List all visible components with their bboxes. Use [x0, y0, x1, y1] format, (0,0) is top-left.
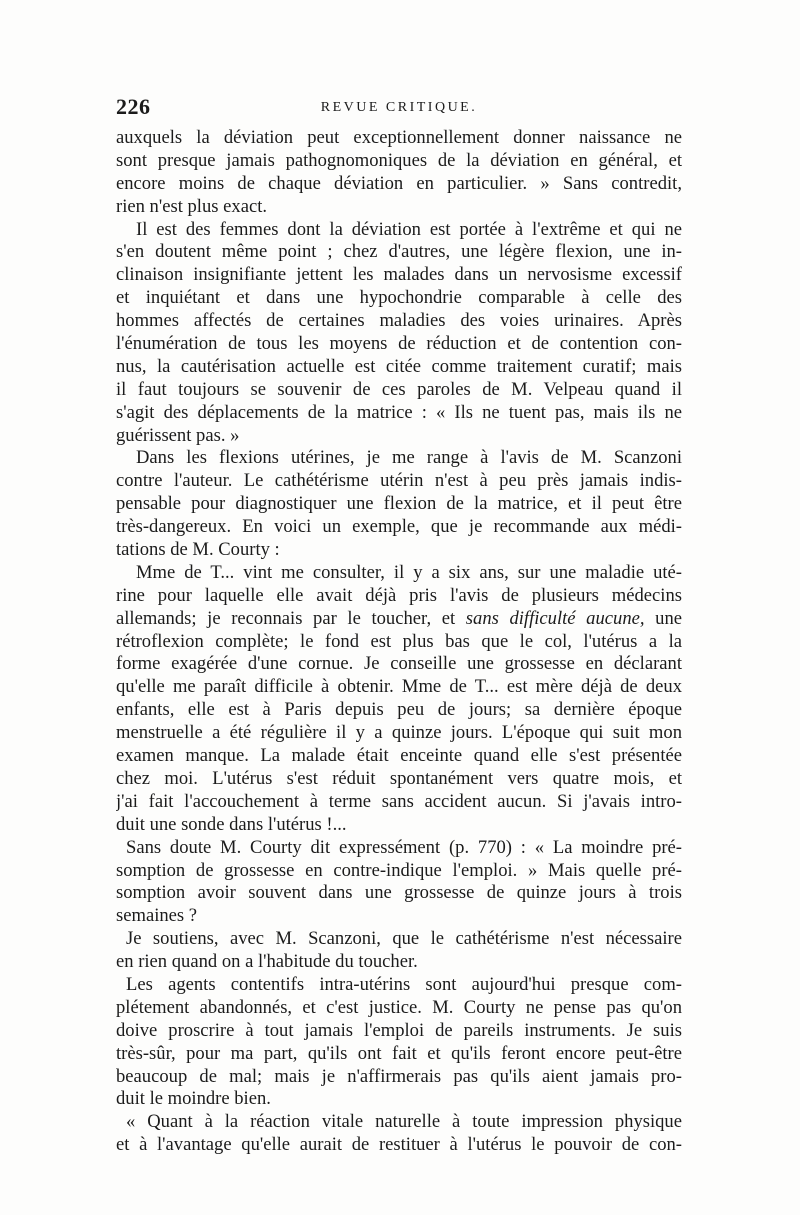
text-line: contre l'auteur. Le cathétérisme utérin n'est à peu près jamais indis-	[116, 470, 682, 492]
body-text	[116, 127, 682, 1157]
text-line: « Quant à la réaction vitale naturelle à toute impression physique	[126, 1111, 682, 1133]
text-line: guérissent pas. »	[116, 424, 240, 446]
text-line: auxquels la déviation peut exceptionnellement donner naissance ne	[116, 127, 682, 148]
text-line: Je soutiens, avec M. Scanzoni, que le cathétérisme n'est nécessaire	[126, 928, 682, 950]
text-line: enfants, elle est à Paris depuis peu de jours; sa dernière époque	[116, 699, 682, 721]
text-line: hommes affectés de certaines maladies des voies urinaires. Après	[116, 310, 682, 332]
text-line: nus, la cautérisation actuelle est citée comme traitement curatif; mais	[116, 355, 682, 377]
text-line: doive proscrire à tout jamais l'emploi de pareils instruments. Je suis	[116, 1019, 682, 1041]
text-segment: une	[644, 607, 682, 629]
text-line: rien n'est plus exact.	[116, 195, 268, 217]
text-line: menstruelle a été régulière il y a quinze jours. L'époque qui suit mon	[116, 722, 682, 744]
text-line: l'énumération de tous les moyens de réduction et de contention con-	[116, 333, 682, 355]
text-line: pensable pour diagnostiquer une flexion de la matrice, et il peut être	[116, 493, 682, 515]
text-line: forme exagérée d'une cornue. Je conseille une grossesse en déclarant	[116, 653, 682, 675]
text-line: Mme de T... vint me consulter, il y a six ans, sur une maladie uté-	[136, 561, 682, 583]
text-line: en rien quand on a l'habitude du toucher.	[116, 951, 418, 973]
text-line: Il est des femmes dont la déviation est portée à l'extrême et qui ne	[136, 218, 682, 240]
text-line: examen manque. La malade était enceinte quand elle s'est présentée	[116, 745, 682, 767]
text-line: sont presque jamais pathognomoniques de la déviation en général, et	[116, 149, 682, 171]
text-line: chez moi. L'utérus s'est réduit spontanément vers quatre mois, et	[116, 767, 682, 789]
text-line: rine pour laquelle elle avait déjà pris l'avis de plusieurs médecins	[116, 584, 682, 606]
text-line: qu'elle me paraît difficile à obtenir. Mme de T... est mère déjà de deux	[116, 676, 682, 698]
text-line: Les agents contentifs intra-utérins sont aujourd'hui presque com-	[126, 973, 682, 995]
text-line: rétroflexion complète; le fond est plus bas que le col, l'utérus a la	[116, 630, 682, 652]
text-line: semaines ?	[116, 905, 198, 927]
text-line: encore moins de chaque déviation en particulier. » Sans contredit,	[116, 172, 682, 194]
text-line: Dans les flexions utérines, je me range à l'avis de M. Scanzoni	[136, 447, 682, 469]
text-line: duit le moindre bien.	[116, 1088, 271, 1110]
italic-segment: sans difficulté aucune,	[465, 607, 645, 629]
text-segment: allemands; je reconnais par le toucher, et	[116, 607, 466, 629]
text-line: clinaison insignifiante jettent les malades dans un nervosisme excessif	[116, 264, 682, 286]
text-line: il faut toujours se souvenir de ces paroles de M. Velpeau quand il	[116, 378, 682, 400]
text-line: s'agit des déplacements de la matrice : « Ils ne tuent pas, mais ils ne	[116, 401, 682, 423]
text-line: beaucoup de mal; mais je n'affirmerais pas qu'ils aient jamais pro-	[116, 1065, 682, 1087]
text-line: tations de M. Courty :	[116, 539, 280, 561]
text-line: duit une sonde dans l'utérus !...	[116, 813, 347, 835]
text-line: s'en doutent même point ; chez d'autres, une légère flexion, une in-	[116, 241, 682, 263]
text-line: et à l'avantage qu'elle aurait de restituer à l'utérus le pouvoir de con-	[116, 1134, 682, 1156]
text-line: Sans doute M. Courty dit expressément (p. 770) : « La moindre pré-	[126, 836, 682, 858]
text-line: plétement abandonnés, et c'est justice. M. Courty ne pense pas qu'on	[116, 996, 682, 1018]
text-line: somption de grossesse en contre-indique l'emploi. » Mais quelle pré-	[116, 859, 682, 881]
page-number: 226	[116, 94, 151, 119]
text-line-with-italic	[116, 608, 682, 631]
text-line: très-sûr, pour ma part, qu'ils ont fait et qu'ils feront encore peut-être	[116, 1042, 682, 1064]
text-line: j'ai fait l'accouchement à terme sans accident aucun. Si j'avais intro-	[116, 790, 682, 812]
text-line: somption avoir souvent dans une grossesse de quinze jours à trois	[116, 882, 682, 904]
text-line: et inquiétant et dans une hypochondrie comparable à celle des	[116, 287, 682, 309]
text-line: très-dangereux. En voici un exemple, que je recommande aux médi-	[116, 516, 682, 538]
running-title: REVUE CRITIQUE.	[320, 100, 478, 115]
running-head	[116, 92, 682, 122]
